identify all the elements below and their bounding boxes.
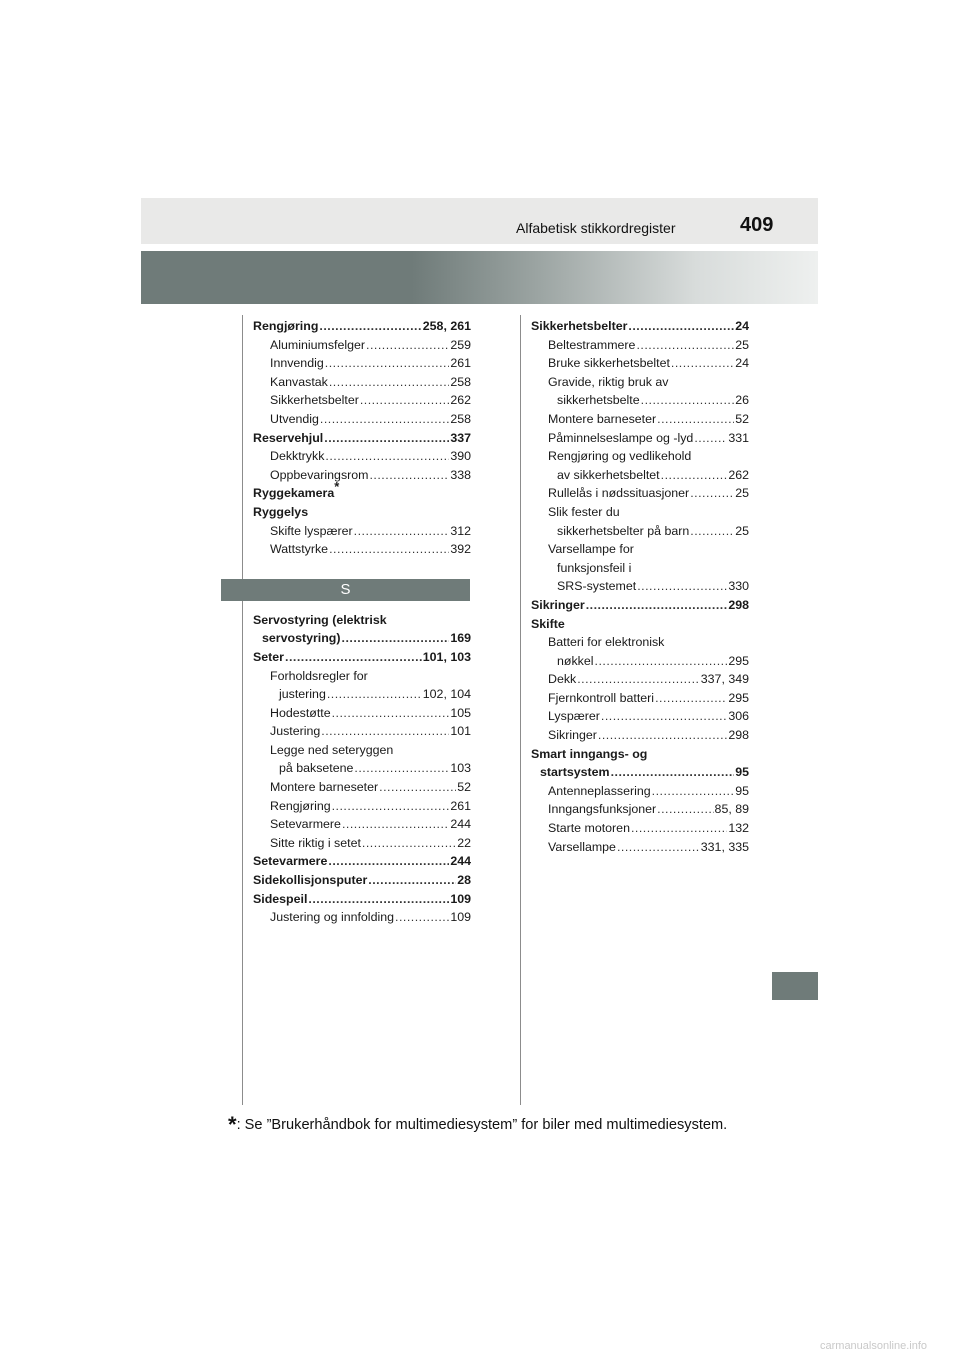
dot-leader [671, 354, 734, 373]
dot-leader [601, 707, 727, 726]
index-entry [253, 778, 471, 797]
index-page-ref: 258 [450, 374, 471, 389]
index-term: Montere barneseter [270, 780, 379, 795]
index-term: Lyspærer [548, 709, 600, 724]
index-term: Legge ned seteryggen [270, 742, 394, 757]
chapter-tab [772, 972, 818, 1000]
index-entry [531, 317, 749, 336]
index-page-ref: 392 [450, 542, 471, 557]
index-term: justering [279, 687, 326, 702]
index-term: Fjernkontroll batteri [548, 690, 655, 705]
index-term: Justering og innfolding [270, 910, 394, 925]
index-term: Varsellampe [548, 839, 616, 854]
index-page-ref: 22 [457, 835, 471, 850]
index-term: Beltestrammere [548, 337, 636, 352]
index-page-ref: 261 [450, 356, 471, 371]
index-group-s-continued [531, 317, 749, 856]
index-page-ref: 331, 335 [700, 839, 749, 854]
index-page-ref: 338 [450, 467, 471, 482]
index-entry [253, 611, 471, 648]
index-entry [253, 410, 471, 429]
dot-leader [636, 336, 734, 355]
index-entry [253, 834, 471, 853]
index-term: Skifte [531, 616, 565, 631]
index-term: Forholdsregler for [270, 668, 368, 683]
index-term: Sidespeil [253, 891, 308, 906]
index-entry [253, 391, 471, 410]
index-entry [531, 615, 749, 634]
index-entry [531, 484, 749, 503]
column-rule-middle [520, 315, 521, 1105]
index-page-ref: 28 [457, 873, 471, 888]
index-page-ref: 95 [735, 783, 749, 798]
index-page-ref: 52 [457, 780, 471, 795]
index-page-ref: 261 [450, 798, 471, 813]
index-entry [531, 670, 749, 689]
index-page-ref: 24 [735, 356, 749, 371]
index-term: Seter [253, 649, 284, 664]
index-page-ref: 390 [450, 449, 471, 464]
dot-leader [342, 815, 449, 834]
index-term: Ryggekamera [253, 486, 335, 501]
index-term: Varsellampe for [548, 542, 634, 557]
index-term: Sikringer [531, 597, 585, 612]
index-entry [531, 745, 749, 782]
footnote-reference: * [334, 479, 340, 495]
dot-leader [657, 410, 734, 429]
index-entry [531, 596, 749, 615]
index-entry [253, 890, 471, 909]
dot-leader [694, 429, 727, 448]
index-page-ref: 24 [735, 319, 749, 333]
footnote [228, 1112, 727, 1138]
index-page-ref: 244 [450, 854, 471, 869]
index-term: Ryggelys [253, 504, 309, 519]
index-entry [531, 838, 749, 857]
index-term: av sikkerhetsbeltet [557, 467, 660, 482]
index-group-r [253, 317, 471, 559]
index-entry [531, 782, 749, 801]
dot-leader [655, 689, 727, 708]
index-term: Påminnelseslampe og -lyd [548, 430, 694, 445]
index-page-ref: 132 [728, 821, 749, 836]
index-term: Reservehjul [253, 430, 324, 445]
index-entry [253, 648, 471, 667]
index-page-ref: 244 [450, 817, 471, 832]
index-term: Smart inngangs- og [531, 746, 648, 761]
dot-leader [321, 722, 449, 741]
index-term: Dekk [548, 672, 577, 687]
index-page-ref: 95 [735, 765, 749, 780]
index-page-ref: 306 [728, 709, 749, 724]
index-entry [253, 704, 471, 723]
dot-leader [324, 429, 449, 448]
index-entry [253, 852, 471, 871]
index-page-ref: 295 [728, 653, 749, 668]
dot-leader [329, 540, 449, 559]
index-term: Dekktrykk [270, 449, 325, 464]
index-entry [253, 722, 471, 741]
dot-leader [362, 834, 456, 853]
watermark: carmanualsonline.info [820, 1340, 928, 1352]
dot-leader [308, 890, 449, 909]
section-header-s: S [221, 579, 470, 601]
index-term: på baksetene [279, 761, 354, 776]
index-page-ref: 295 [728, 690, 749, 705]
index-page-ref: 337 [450, 430, 471, 445]
dot-leader [354, 759, 449, 778]
index-term: Starte motoren [548, 821, 630, 836]
index-entry [253, 447, 471, 466]
index-page-ref: 101, 103 [422, 649, 471, 664]
index-entry [253, 336, 471, 355]
index-entry [531, 540, 749, 596]
index-term: Oppbevaringsrom [270, 467, 369, 482]
footnote-marker: * [228, 1112, 237, 1137]
index-entry [253, 503, 471, 522]
index-term: Utvendig [270, 411, 319, 426]
dot-leader [379, 778, 456, 797]
index-term: Bruke sikkerhetsbeltet [548, 356, 670, 371]
index-page-ref: 26 [735, 393, 749, 408]
dot-leader [628, 317, 734, 336]
index-term: nøkkel [557, 653, 594, 668]
dot-leader [652, 782, 735, 801]
index-term: SRS-systemet [557, 579, 637, 594]
dot-leader [369, 466, 449, 485]
index-term: Wattstyrke [270, 542, 329, 557]
index-entry [253, 797, 471, 816]
index-term: Batteri for elektronisk [548, 635, 665, 650]
index-entry [253, 466, 471, 485]
dot-leader [325, 447, 449, 466]
index-page-ref: 25 [735, 523, 749, 538]
index-term: Innvendig [270, 356, 324, 371]
index-term: Montere barneseter [548, 411, 657, 426]
index-entry [253, 871, 471, 890]
index-entry [531, 336, 749, 355]
dot-leader [617, 838, 700, 857]
dot-leader [325, 354, 450, 373]
dot-leader [342, 629, 450, 648]
index-term: Sitte riktig i setet [270, 835, 361, 850]
header-bar [141, 198, 818, 244]
index-page-ref: 85, 89 [714, 802, 749, 817]
column-rule-left [242, 315, 243, 1105]
index-page-ref: 101 [450, 724, 471, 739]
index-term: Rengjøring [270, 798, 331, 813]
dot-leader [657, 800, 713, 819]
index-term: Rullelås i nødssituasjoner [548, 486, 690, 501]
dot-leader [327, 685, 422, 704]
index-term: Rengjøring og vedlikehold [548, 449, 692, 464]
index-entry [531, 429, 749, 448]
index-term: Antenneplassering [548, 783, 651, 798]
index-term: Setevarmere [253, 854, 328, 869]
index-entry [253, 429, 471, 448]
dot-leader [319, 317, 421, 336]
index-entry [531, 707, 749, 726]
dot-leader [320, 410, 449, 429]
index-entry [253, 815, 471, 834]
dot-leader [285, 648, 422, 667]
index-entry [253, 667, 471, 704]
index-entry [531, 633, 749, 670]
index-term: Inngangsfunksjoner [548, 802, 657, 817]
index-column-right [531, 317, 749, 856]
index-term: sikkerhetsbelte [557, 393, 640, 408]
index-page-ref: 102, 104 [422, 687, 471, 702]
index-term: Justering [270, 724, 321, 739]
index-entry [531, 689, 749, 708]
dot-leader [611, 763, 735, 782]
index-term: Sikkerhetsbelter [270, 393, 359, 408]
dot-leader [577, 670, 700, 689]
page-number: 409 [740, 214, 774, 236]
index-entry [253, 741, 471, 778]
index-entry [253, 540, 471, 559]
index-term: Slik fester du [548, 504, 620, 519]
index-term: sikkerhetsbelter på barn [557, 523, 690, 538]
dot-leader [631, 819, 727, 838]
header-gradient-band [141, 251, 818, 304]
dot-leader [586, 596, 728, 615]
index-page-ref: 258 [450, 411, 471, 426]
dot-leader [395, 908, 449, 927]
index-term: startsystem [540, 765, 610, 780]
index-term: Setevarmere [270, 817, 341, 832]
dot-leader [328, 852, 449, 871]
index-term: Skifte lyspærer [270, 523, 353, 538]
index-entry [531, 503, 749, 540]
index-page-ref: 298 [728, 597, 749, 612]
index-column-left [253, 317, 471, 927]
index-term: Gravide, riktig bruk av [548, 374, 669, 389]
index-page-ref: 262 [450, 393, 471, 408]
dot-leader [690, 522, 734, 541]
index-term: Servostyring (elektrisk [253, 612, 387, 627]
index-entry [531, 819, 749, 838]
index-page-ref: 337, 349 [700, 672, 749, 687]
index-entry [253, 522, 471, 541]
index-term: Sikkerhetsbelter [531, 319, 628, 333]
index-term: Hodestøtte [270, 705, 331, 720]
index-page-ref: 103 [450, 761, 471, 776]
index-term: Sidekollisjonsputer [253, 873, 368, 888]
dot-leader [368, 871, 456, 890]
index-page-ref: 169 [450, 631, 471, 646]
dot-leader [637, 577, 727, 596]
index-term: Kanvastak [270, 374, 328, 389]
index-page-ref: 330 [728, 579, 749, 594]
index-page-ref: 331 [728, 430, 749, 445]
dot-leader [690, 484, 734, 503]
dot-leader [354, 522, 450, 541]
index-entry [253, 908, 471, 927]
page-title: Alfabetisk stikkordregister [516, 220, 676, 236]
index-entry [253, 373, 471, 392]
dot-leader [360, 391, 449, 410]
index-term: Sikringer [548, 728, 597, 743]
index-page-ref: 25 [735, 486, 749, 501]
index-entry [531, 373, 749, 410]
index-term: Rengjøring [253, 319, 319, 333]
index-page-ref: 52 [735, 411, 749, 426]
index-entry [531, 410, 749, 429]
index-group-s [253, 611, 471, 927]
index-page-ref: 258, 261 [422, 319, 471, 333]
dot-leader [595, 652, 728, 671]
index-entry [253, 317, 471, 336]
index-page-ref: 298 [728, 728, 749, 743]
index-page-ref: 259 [450, 337, 471, 352]
dot-leader [661, 466, 728, 485]
dot-leader [332, 797, 450, 816]
dot-leader [598, 726, 727, 745]
index-page-ref: 105 [450, 705, 471, 720]
index-entry [531, 354, 749, 373]
index-entry [253, 354, 471, 373]
index-entry [531, 726, 749, 745]
dot-leader [366, 336, 449, 355]
dot-leader [641, 391, 735, 410]
index-entry [531, 800, 749, 819]
index-page-ref: 312 [450, 523, 471, 538]
index-term: Aluminiumsfelger [270, 337, 366, 352]
footnote-text: : Se ”Brukerhåndbok for multimediesystem” for biler med multimediesystem. [236, 1117, 728, 1133]
index-term: funksjonsfeil i [557, 560, 632, 575]
dot-leader [332, 704, 450, 723]
index-entry [253, 479, 471, 503]
dot-leader [329, 373, 449, 392]
index-page-ref: 25 [735, 337, 749, 352]
index-page-ref: 109 [450, 891, 471, 906]
index-entry [531, 447, 749, 484]
index-term: servostyring) [262, 631, 341, 646]
index-page-ref: 262 [728, 467, 749, 482]
index-page-ref: 109 [450, 910, 471, 925]
